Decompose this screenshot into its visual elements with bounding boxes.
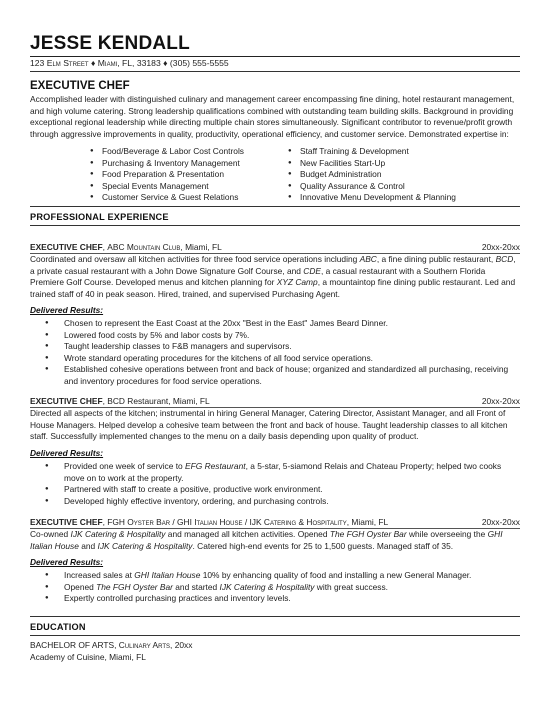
experience-section-title: PROFESSIONAL EXPERIENCE xyxy=(30,212,169,222)
skill-item: ● Food/Beverage & Labor Cost Controls xyxy=(90,146,244,158)
phone: (305) 555-5555 xyxy=(169,58,229,68)
job-employer: FGH Oyster Bar / GHI Italian House / IJK Catering & Hospitality xyxy=(107,517,347,527)
job-dates: 20xx-20xx xyxy=(481,517,520,527)
skill-item: ● Special Events Management xyxy=(90,181,244,193)
education-section-title: EDUCATION xyxy=(30,622,86,632)
job-employer: ABC Mountain Club xyxy=(107,242,181,252)
venue-name: BCD xyxy=(495,254,514,264)
result-item: ● Established cohesive operations between front and back of house; organized and standardized all purchasing, receiving and inventory procedures for food service operations. xyxy=(45,364,520,387)
section-divider xyxy=(30,635,520,636)
venue-name: The FGH Oyster Bar xyxy=(96,581,173,592)
delivered-results-label: Delivered Results: xyxy=(30,557,104,567)
venue-name: IJK Catering & Hospitality xyxy=(97,540,193,551)
results-list xyxy=(45,461,520,507)
job-description-text: and managed all kitchen activities. Opened xyxy=(165,529,330,539)
job-title-line: EXECUTIVE CHEF, BCD Restaurant, Miami, FL 20xx-20xx xyxy=(30,396,520,406)
job-role: EXECUTIVE CHEF xyxy=(30,517,103,527)
result-item: ● Developed highly effective inventory, ordering, and purchasing controls. xyxy=(45,496,520,508)
section-divider xyxy=(30,206,520,207)
major: Culinary Arts xyxy=(118,640,171,650)
section-divider xyxy=(30,225,520,226)
job-employer: BCD Restaurant xyxy=(107,396,169,406)
job-description-text: while overseeing the xyxy=(406,529,488,539)
job-title-line: EXECUTIVE CHEF, FGH Oyster Bar / GHI Italian House / IJK Catering & Hospitality, Miami, FL 20xx-20xx xyxy=(30,517,520,527)
skill-item: ● Purchasing & Inventory Management xyxy=(90,158,244,170)
job-location: Miami, FL xyxy=(351,517,389,527)
result-item: ● Wrote standard operating procedures for the kitchens of all food service operations. xyxy=(45,353,520,365)
skills-list-right xyxy=(288,146,456,204)
education-degree-line: BACHELOR OF ARTS, Culinary Arts, 20xx xyxy=(30,640,193,650)
skill-item: ● Budget Administration xyxy=(288,169,456,181)
result-text: , a 5-star, 5-siamond Relais and Chateau Property; helped two cooks move on to work at the property. xyxy=(64,461,502,483)
delivered-results-label: Delivered Results: xyxy=(30,448,104,458)
result-item: ● Lowered food costs by 5% and labor costs by 7%. xyxy=(45,330,520,342)
job-description-text: Co-owned xyxy=(30,529,71,539)
result-text: Increased sales at xyxy=(64,570,135,580)
results-list xyxy=(45,570,520,605)
section-divider xyxy=(30,616,520,617)
result-item xyxy=(45,582,520,594)
summary: Accomplished leader with distinguished culinary and management career encompassing fine dining, hotel restaurant management, and high volume catering. Strong leadership qualifications combined with outstanding team building skills. Background in providing exceptional regional leadership while directing multiple chain stores simultaneously. Significant contributor to revenue/profit growth through aggressive improvements in quality, productivity, operational efficiency, and customer service. Demonstrated expertise in: xyxy=(30,94,515,139)
graduation-year: 20xx xyxy=(174,640,193,650)
result-item: ● Taught leadership classes to F&B managers and supervisors. xyxy=(45,341,520,353)
skill-item: ● Innovative Menu Development & Planning xyxy=(288,192,456,204)
skills-list-left xyxy=(90,146,244,204)
skill-item: ● Customer Service & Guest Relations xyxy=(90,192,244,204)
city: Miami, FL, 33183 xyxy=(97,58,161,68)
skill-item: ● Staff Training & Development xyxy=(288,146,456,158)
result-text: 10% by enhancing quality of food and installing a new General Manager. xyxy=(200,570,472,580)
job-role: EXECUTIVE CHEF xyxy=(30,396,103,406)
venue-name: IJK Catering & Hospitality xyxy=(219,581,315,592)
result-text: Opened xyxy=(64,581,97,592)
venue-name: GHI Italian House xyxy=(134,570,201,580)
venue-name: EFG Restaurant xyxy=(185,461,246,471)
education-school: Academy of Cuisine, Miami, FL xyxy=(30,652,146,662)
headline: EXECUTIVE CHEF xyxy=(30,80,130,92)
separator-diamond: ♦ xyxy=(90,58,96,68)
venue-name: XYZ Camp xyxy=(276,277,318,288)
address-number: 123 xyxy=(30,58,45,68)
result-item xyxy=(45,570,520,582)
job-location: Miami, FL xyxy=(185,242,222,252)
separator-diamond: ♦ xyxy=(163,58,168,68)
job-title-line: EXECUTIVE CHEF, ABC Mountain Club, Miami, FL 20xx-20xx xyxy=(30,242,520,252)
result-item: ● Partnered with staff to create a positive, productive work environment. xyxy=(45,484,520,496)
job-description: Directed all aspects of the kitchen; instrumental in hiring General Manager, Catering Director, Assistant Manager, and all Front of House Managers. Helped develop a cohesive team between the front and back of house. Taught leadership classes to all kitchen staff. Successfully implemented changes to the menu on a daily basis depending upon quality of product. xyxy=(30,408,508,442)
result-item: ● Expertly controlled purchasing practices and inventory levels. xyxy=(45,593,520,605)
job-description-text: , a casual restaurant with a Southern Florida Premiere Golf Course. Developed menus and kitchen planning for xyxy=(30,265,486,288)
result-text: with great success. xyxy=(314,581,389,592)
contact-divider xyxy=(30,71,520,72)
job-description-text: , a fine dining public restaurant, xyxy=(376,254,496,264)
job-description-text: Coordinated and oversaw all kitchen activities for three food service operations including xyxy=(30,254,360,264)
job-description-text: . Catered high-end events for 25 to 1,500 guests. Managed staff of 35. xyxy=(192,540,454,551)
delivered-results-label: Delivered Results: xyxy=(30,305,104,315)
job-dates: 20xx-20xx xyxy=(481,396,520,406)
skill-item: ● Quality Assurance & Control xyxy=(288,181,456,193)
result-text: and started xyxy=(172,581,220,592)
candidate-name: JESSE KENDALL xyxy=(30,33,190,54)
venue-name: ABC xyxy=(359,254,377,264)
header-divider xyxy=(30,56,520,57)
street: Elm Street xyxy=(46,58,89,68)
result-item: ● Chosen to represent the East Coast at the 20xx "Best in the East" James Beard Dinner. xyxy=(45,318,520,330)
job-description-text: , a mountaintop fine dining public restaurant. Led and trained staff of 40 in peak season. Hired, trained, and supervised Purchasing Agent. xyxy=(30,277,516,299)
venue-name: The FGH Oyster Bar xyxy=(329,529,407,539)
skill-item: ● New Facilities Start-Up xyxy=(288,158,456,170)
results-list xyxy=(45,318,520,388)
job-description xyxy=(30,529,520,552)
job-role: EXECUTIVE CHEF xyxy=(30,242,103,252)
result-item xyxy=(45,461,520,484)
job-dates: 20xx-20xx xyxy=(481,242,520,252)
contact-line xyxy=(30,58,229,68)
degree: BACHELOR OF ARTS xyxy=(30,640,115,650)
venue-name: CDE xyxy=(303,265,321,276)
venue-name: GHI Italian House xyxy=(30,529,503,551)
job-description-text: , a private casual restaurant with a John Dowe Signature Golf Course, and xyxy=(30,254,516,276)
job-location: Miami, FL xyxy=(172,396,210,406)
venue-name: IJK Catering & Hospitality xyxy=(70,529,166,539)
result-text: Provided one week of service to xyxy=(64,461,186,471)
job-description xyxy=(30,254,520,300)
skill-item: ● Food Preparation & Presentation xyxy=(90,169,244,181)
job-description-text: and xyxy=(78,540,98,551)
